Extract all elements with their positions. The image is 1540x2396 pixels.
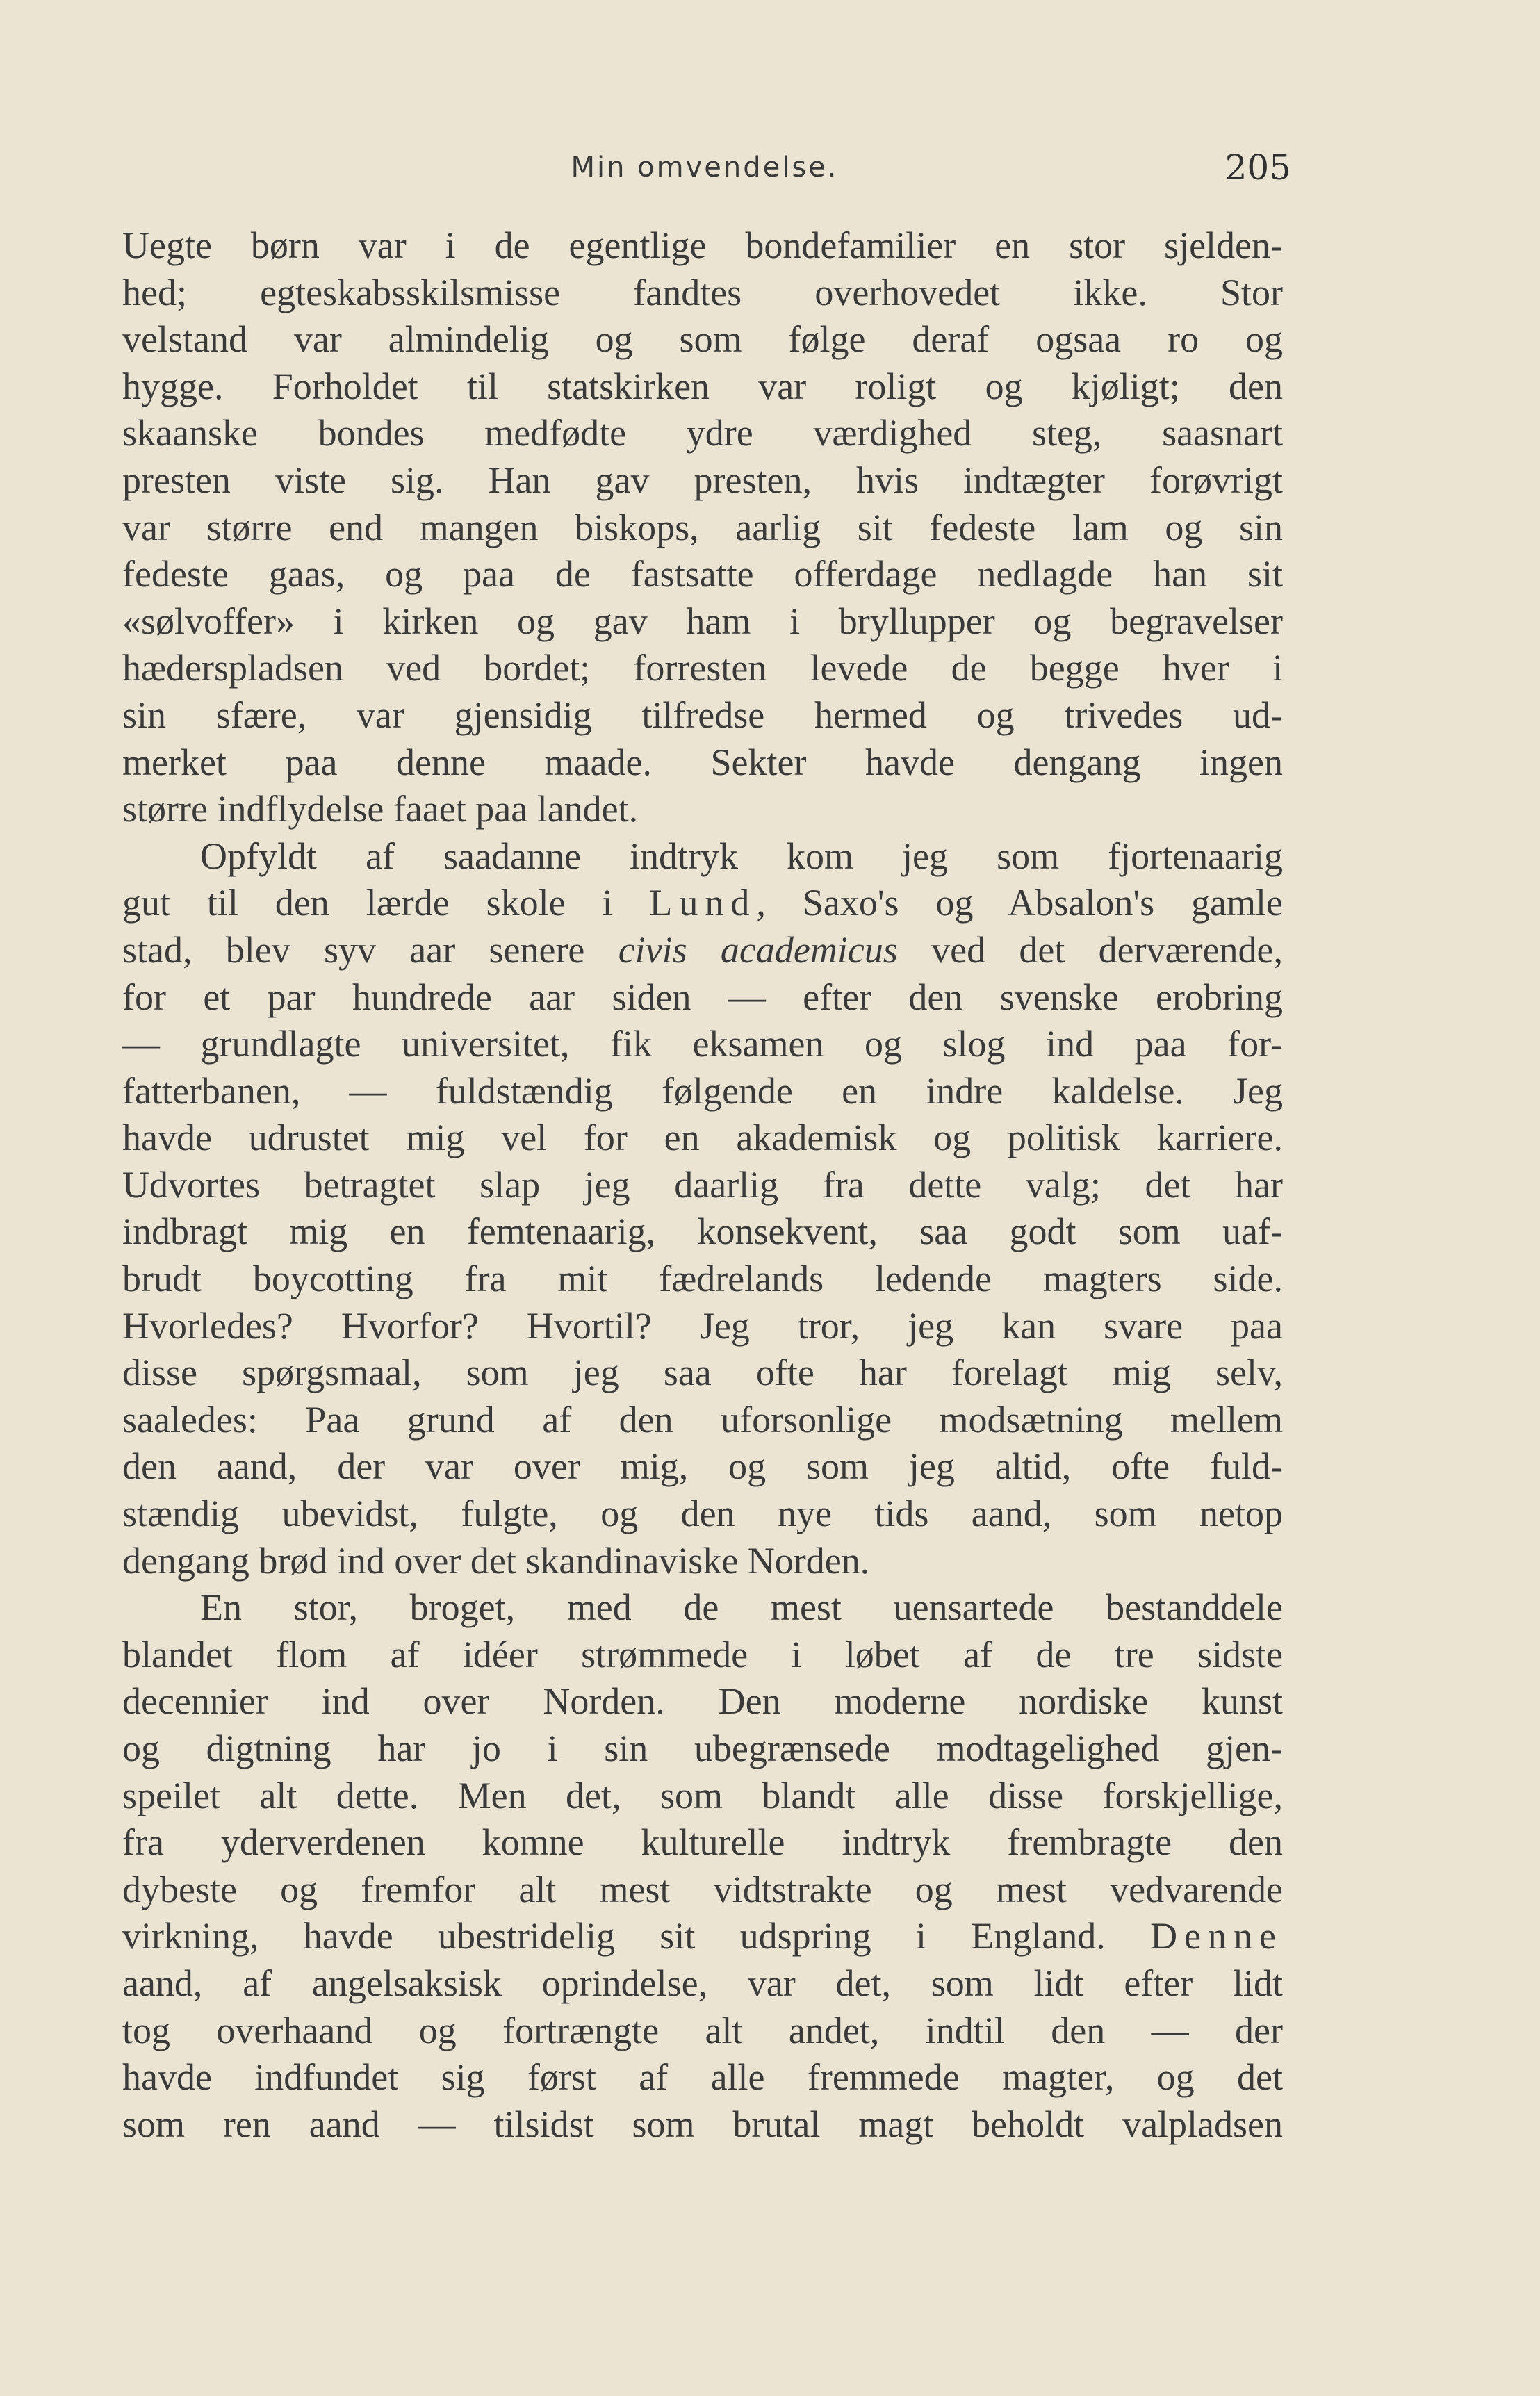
text-line: større indflydelse faaet paa landet.: [122, 788, 639, 830]
text-line: [122, 880, 1283, 927]
text-line: aand, af angelsaksisk oprindelse, var det, som lidt efter lidt: [122, 1962, 1283, 2004]
text-line: Opfyldt af saadanne indtryk kom jeg som fjortenaarig: [200, 835, 1283, 877]
text-line: den aand, der var over mig, og som jeg altid, ofte fuld-: [122, 1445, 1283, 1488]
text-line: fatterbanen, — fuldstændig følgende en indre kaldelse. Jeg: [122, 1069, 1283, 1112]
running-title: Min omvendelse.: [571, 151, 839, 183]
text-line: «sølvoffer» i kirken og gav ham i bryllupper og begravelser: [122, 600, 1283, 642]
text-line: Uegte børn var i de egentlige bondefamilier en stor sjelden-: [122, 224, 1283, 266]
page-number: 205: [1224, 147, 1291, 188]
italic-phrase: civis academicus: [618, 928, 898, 971]
text-line: dengang brød ind over det skandinaviske Norden.: [122, 1539, 870, 1582]
text-line: [122, 1913, 1283, 1960]
text-line: havde indfundet sig først af alle fremmede magter, og det: [122, 2056, 1283, 2099]
text-line: stændig ubevidst, fulgte, og den nye tids aand, som netop: [122, 1493, 1283, 1535]
text-line: Hvorledes? Hvorfor? Hvortil? Jeg tror, jeg kan svare paa: [122, 1304, 1283, 1347]
text-line: disse spørgsmaal, som jeg saa ofte har forelagt mig selv,: [122, 1352, 1283, 1394]
text-line: dybeste og fremfor alt mest vidtstrakte og mest vedvarende: [122, 1868, 1283, 1910]
text-line: brudt boycotting fra mit fædrelands ledende magters side.: [122, 1258, 1283, 1300]
text-line: saaledes: Paa grund af den uforsonlige modsætning mellem: [122, 1398, 1283, 1441]
text-line: var større end mangen biskops, aarlig sit fedeste lam og sin: [122, 506, 1283, 548]
spaced-word-denne: Denne: [1150, 1915, 1283, 1958]
text-line: speilet alt dette. Men det, som blandt alle disse forskjellige,: [122, 1774, 1283, 1816]
text-line: sin sfære, var gjensidig tilfredse hermed og trivedes ud-: [122, 694, 1283, 736]
text-line: velstand var almindelig og som følge deraf ogsaa ro og: [122, 318, 1283, 361]
text-line: skaanske bondes medfødte ydre værdighed steg, saasnart: [122, 412, 1283, 454]
text-line: merket paa denne maade. Sekter havde dengang ingen: [122, 741, 1283, 783]
text-line: hæderspladsen ved bordet; forresten levede de begge hver i: [122, 647, 1283, 689]
running-head: [122, 147, 1291, 193]
text-segment: gut til den lærde skole i: [122, 882, 650, 924]
text-segment: ved det derværende,: [897, 928, 1284, 971]
text-line: for et par hundrede aar siden — efter den svenske erobring: [122, 976, 1283, 1018]
text-line: presten viste sig. Han gav presten, hvis indtægter forøvrigt: [122, 459, 1283, 501]
text-line: — grundlagte universitet, fik eksamen og slog ind paa for-: [122, 1023, 1283, 1065]
text-segment: stad, blev syv aar senere: [122, 928, 619, 971]
text-segment: virkning, havde ubestridelig sit udspring i England.: [122, 1915, 1151, 1958]
text-body: [122, 222, 1283, 2148]
text-line: hygge. Forholdet til statskirken var roligt og kjøligt; den: [122, 365, 1283, 407]
text-line: [122, 927, 1283, 974]
spaced-name-lund: Lund: [649, 882, 757, 924]
text-segment: , Saxo's og Absalon's gamle: [756, 882, 1283, 924]
text-line: tog overhaand og fortrængte alt andet, indtil den — der: [122, 2009, 1283, 2051]
text-line: havde udrustet mig vel for en akademisk og politisk karriere.: [122, 1117, 1283, 1159]
text-line: Udvortes betragtet slap jeg daarlig fra dette valg; det har: [122, 1163, 1283, 1206]
text-line: og digtning har jo i sin ubegrænsede modtagelighed gjen-: [122, 1728, 1283, 1769]
text-line: hed; egteskabsskilsmisse fandtes overhovedet ikke. Stor: [122, 271, 1283, 313]
text-line: fra yderverdenen komne kulturelle indtryk frembragte den: [122, 1821, 1283, 1864]
text-line: blandet flom af idéer strømmede i løbet af de tre sidste: [122, 1633, 1283, 1675]
text-line: som ren aand — tilsidst som brutal magt beholdt valpladsen: [122, 2103, 1283, 2145]
text-line: fedeste gaas, og paa de fastsatte offerdage nedlagde han sit: [122, 553, 1283, 596]
text-line: decennier ind over Norden. Den moderne nordiske kunst: [122, 1680, 1283, 1723]
text-line: En stor, broget, med de mest uensartede bestanddele: [200, 1586, 1283, 1629]
text-line: indbragt mig en femtenaarig, konsekvent, saa godt som uaf-: [122, 1211, 1283, 1253]
